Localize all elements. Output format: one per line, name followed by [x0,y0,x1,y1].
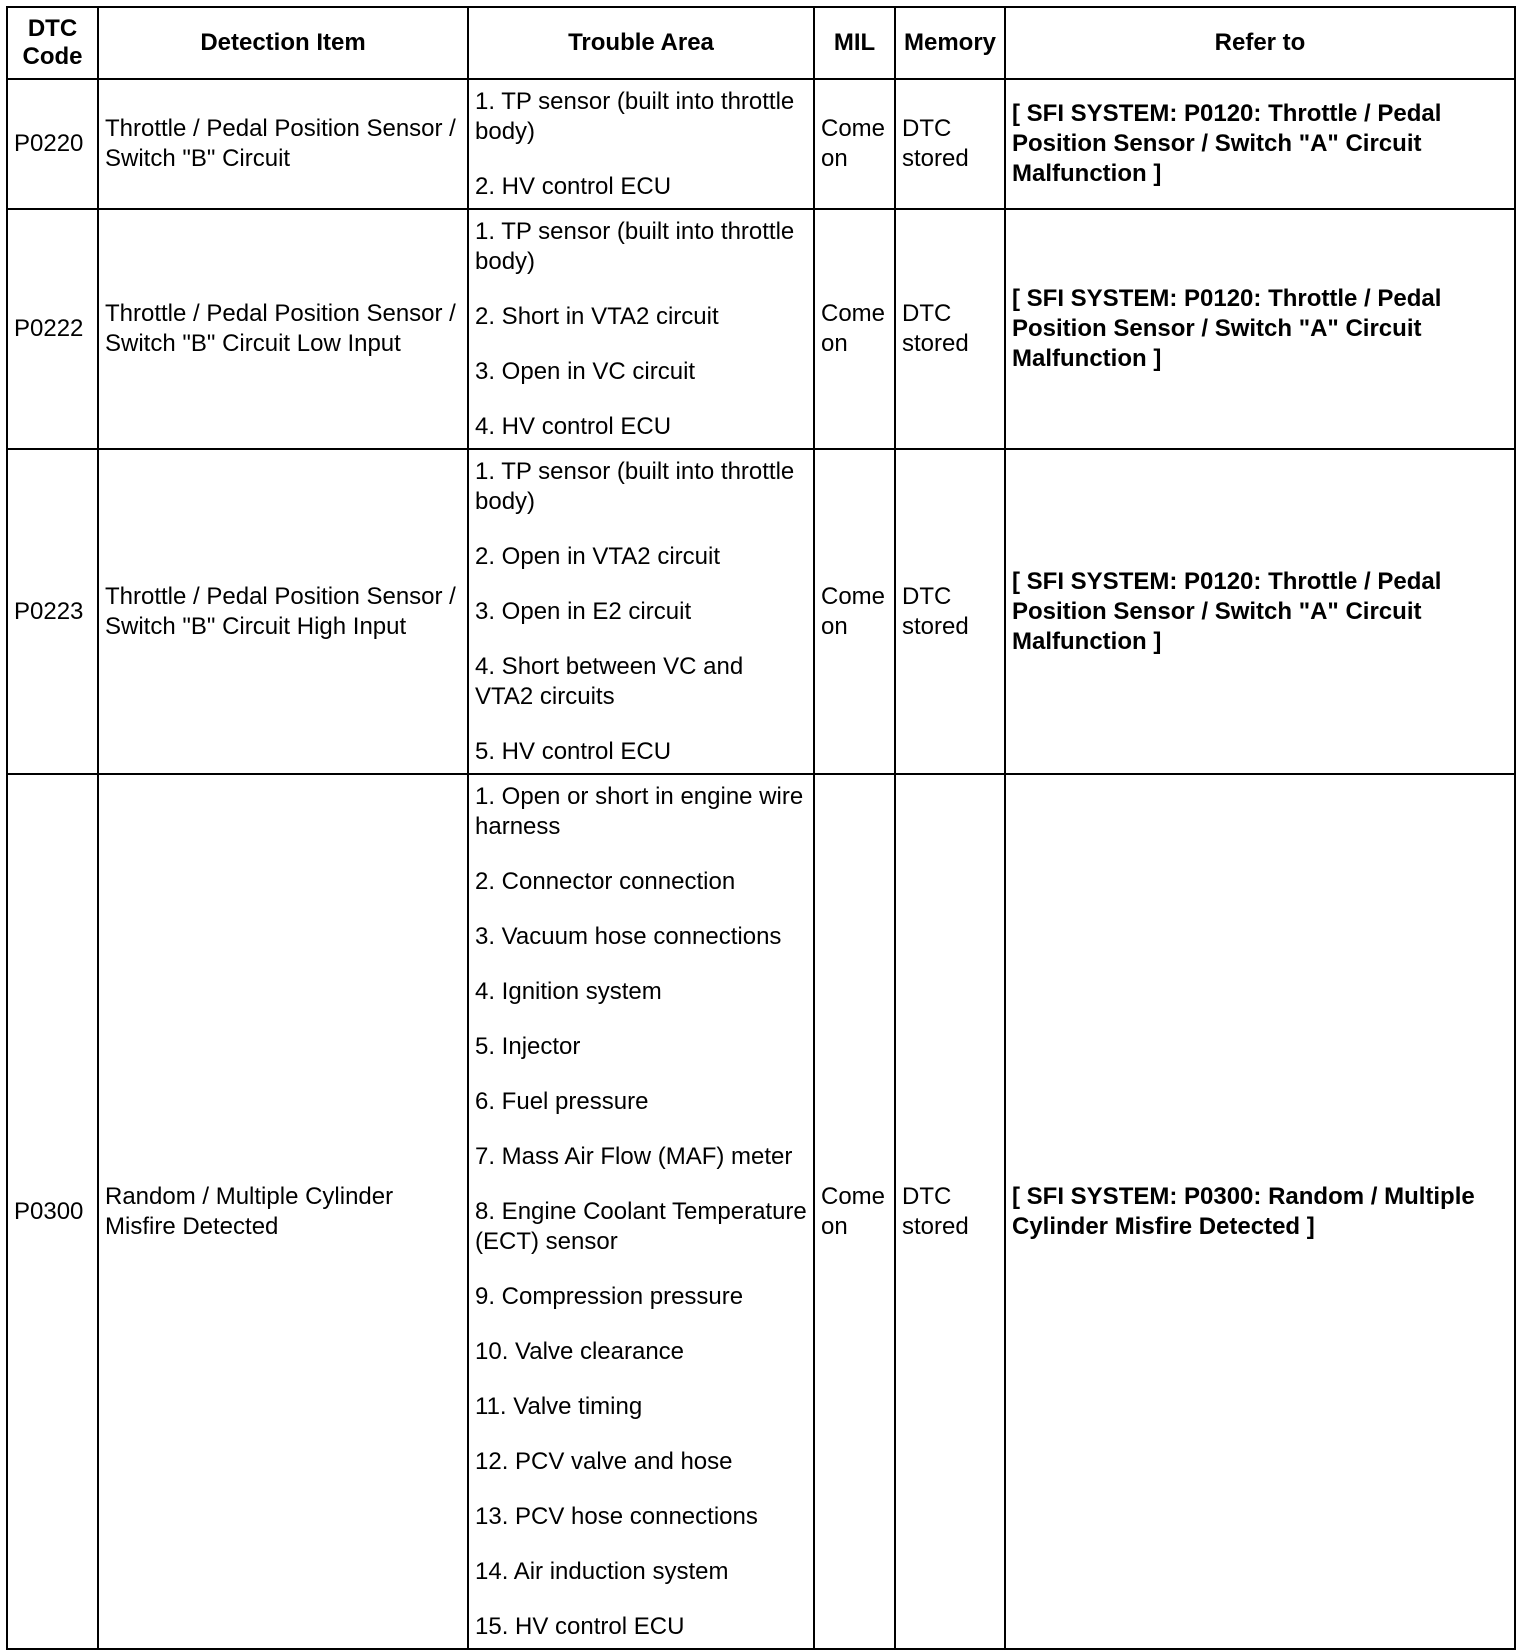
trouble-area-item: 4. Short between VC and VTA2 circuits [475,653,744,710]
mil-cell: Come on [814,209,895,449]
trouble-area-item: 1. Open or short in engine wire harness [475,783,804,840]
trouble-area-item: 1. TP sensor (built into throttle body) [475,218,795,275]
trouble-area-cell [468,449,814,774]
dtc-code-cell: P0222 [7,209,98,449]
trouble-area-cell [468,774,814,1649]
memory-cell: DTC stored [895,449,1005,774]
trouble-area-item: 5. HV control ECU [475,738,672,765]
trouble-area-item: 3. Open in VC circuit [475,358,696,385]
memory-cell: DTC stored [895,79,1005,209]
memory-cell: DTC stored [895,209,1005,449]
trouble-area-item: 9. Compression pressure [475,1283,744,1310]
dtc-code-cell: P0220 [7,79,98,209]
mil-cell: Come on [814,79,895,209]
trouble-area-item: 2. HV control ECU [475,173,672,200]
mil-cell: Come on [814,449,895,774]
memory-cell: DTC stored [895,774,1005,1649]
trouble-area-item: 7. Mass Air Flow (MAF) meter [475,1143,793,1170]
dtc-code-cell: P0300 [7,774,98,1649]
dtc-code-cell: P0223 [7,449,98,774]
trouble-area-item: 6. Fuel pressure [475,1088,649,1115]
trouble-area-item: 3. Vacuum hose connections [475,923,782,950]
trouble-area-item: 13. PCV hose connections [475,1503,758,1530]
trouble-area-item: 4. Ignition system [475,978,662,1005]
header-mil: MIL [814,7,895,79]
trouble-area-item: 11. Valve timing [475,1393,643,1420]
header-memory: Memory [895,7,1005,79]
detection-item-cell: Throttle / Pedal Position Sensor / Switch "B" Circuit [98,79,468,209]
refer-to-cell: [ SFI SYSTEM: P0120: Throttle / Pedal Position Sensor / Switch "A" Circuit Malfunction ] [1005,79,1515,209]
trouble-area-item: 15. HV control ECU [475,1613,685,1640]
detection-item-cell: Throttle / Pedal Position Sensor / Switch "B" Circuit High Input [98,449,468,774]
refer-to-cell: [ SFI SYSTEM: P0120: Throttle / Pedal Position Sensor / Switch "A" Circuit Malfunction ] [1005,449,1515,774]
header-trouble-area: Trouble Area [468,7,814,79]
trouble-area-item: 3. Open in E2 circuit [475,598,692,625]
detection-item-cell: Throttle / Pedal Position Sensor / Switch "B" Circuit Low Input [98,209,468,449]
trouble-area-item: 2. Short in VTA2 circuit [475,303,719,330]
table-row [7,449,1515,774]
trouble-area-item: 14. Air induction system [475,1558,729,1585]
trouble-area-cell [468,209,814,449]
trouble-area-item: 2. Connector connection [475,868,736,895]
trouble-area-item: 8. Engine Coolant Temperature (ECT) sensor [475,1198,807,1255]
trouble-area-item: 5. Injector [475,1033,581,1060]
table-row [7,209,1515,449]
detection-item-cell: Random / Multiple Cylinder Misfire Detected [98,774,468,1649]
refer-to-cell: [ SFI SYSTEM: P0120: Throttle / Pedal Position Sensor / Switch "A" Circuit Malfunction ] [1005,209,1515,449]
refer-to-cell: [ SFI SYSTEM: P0300: Random / Multiple Cylinder Misfire Detected ] [1005,774,1515,1649]
table-header-row [7,7,1515,79]
trouble-area-item: 10. Valve clearance [475,1338,685,1365]
trouble-area-cell [468,79,814,209]
table-row [7,79,1515,209]
trouble-area-item: 1. TP sensor (built into throttle body) [475,88,795,145]
trouble-area-item: 12. PCV valve and hose [475,1448,733,1475]
header-dtc-code: DTC Code [7,7,98,79]
trouble-area-item: 1. TP sensor (built into throttle body) [475,458,795,515]
dtc-table [6,6,1516,1650]
header-detection-item: Detection Item [98,7,468,79]
table-row [7,774,1515,1649]
mil-cell: Come on [814,774,895,1649]
trouble-area-item: 4. HV control ECU [475,413,672,440]
header-refer-to: Refer to [1005,7,1515,79]
trouble-area-item: 2. Open in VTA2 circuit [475,543,720,570]
